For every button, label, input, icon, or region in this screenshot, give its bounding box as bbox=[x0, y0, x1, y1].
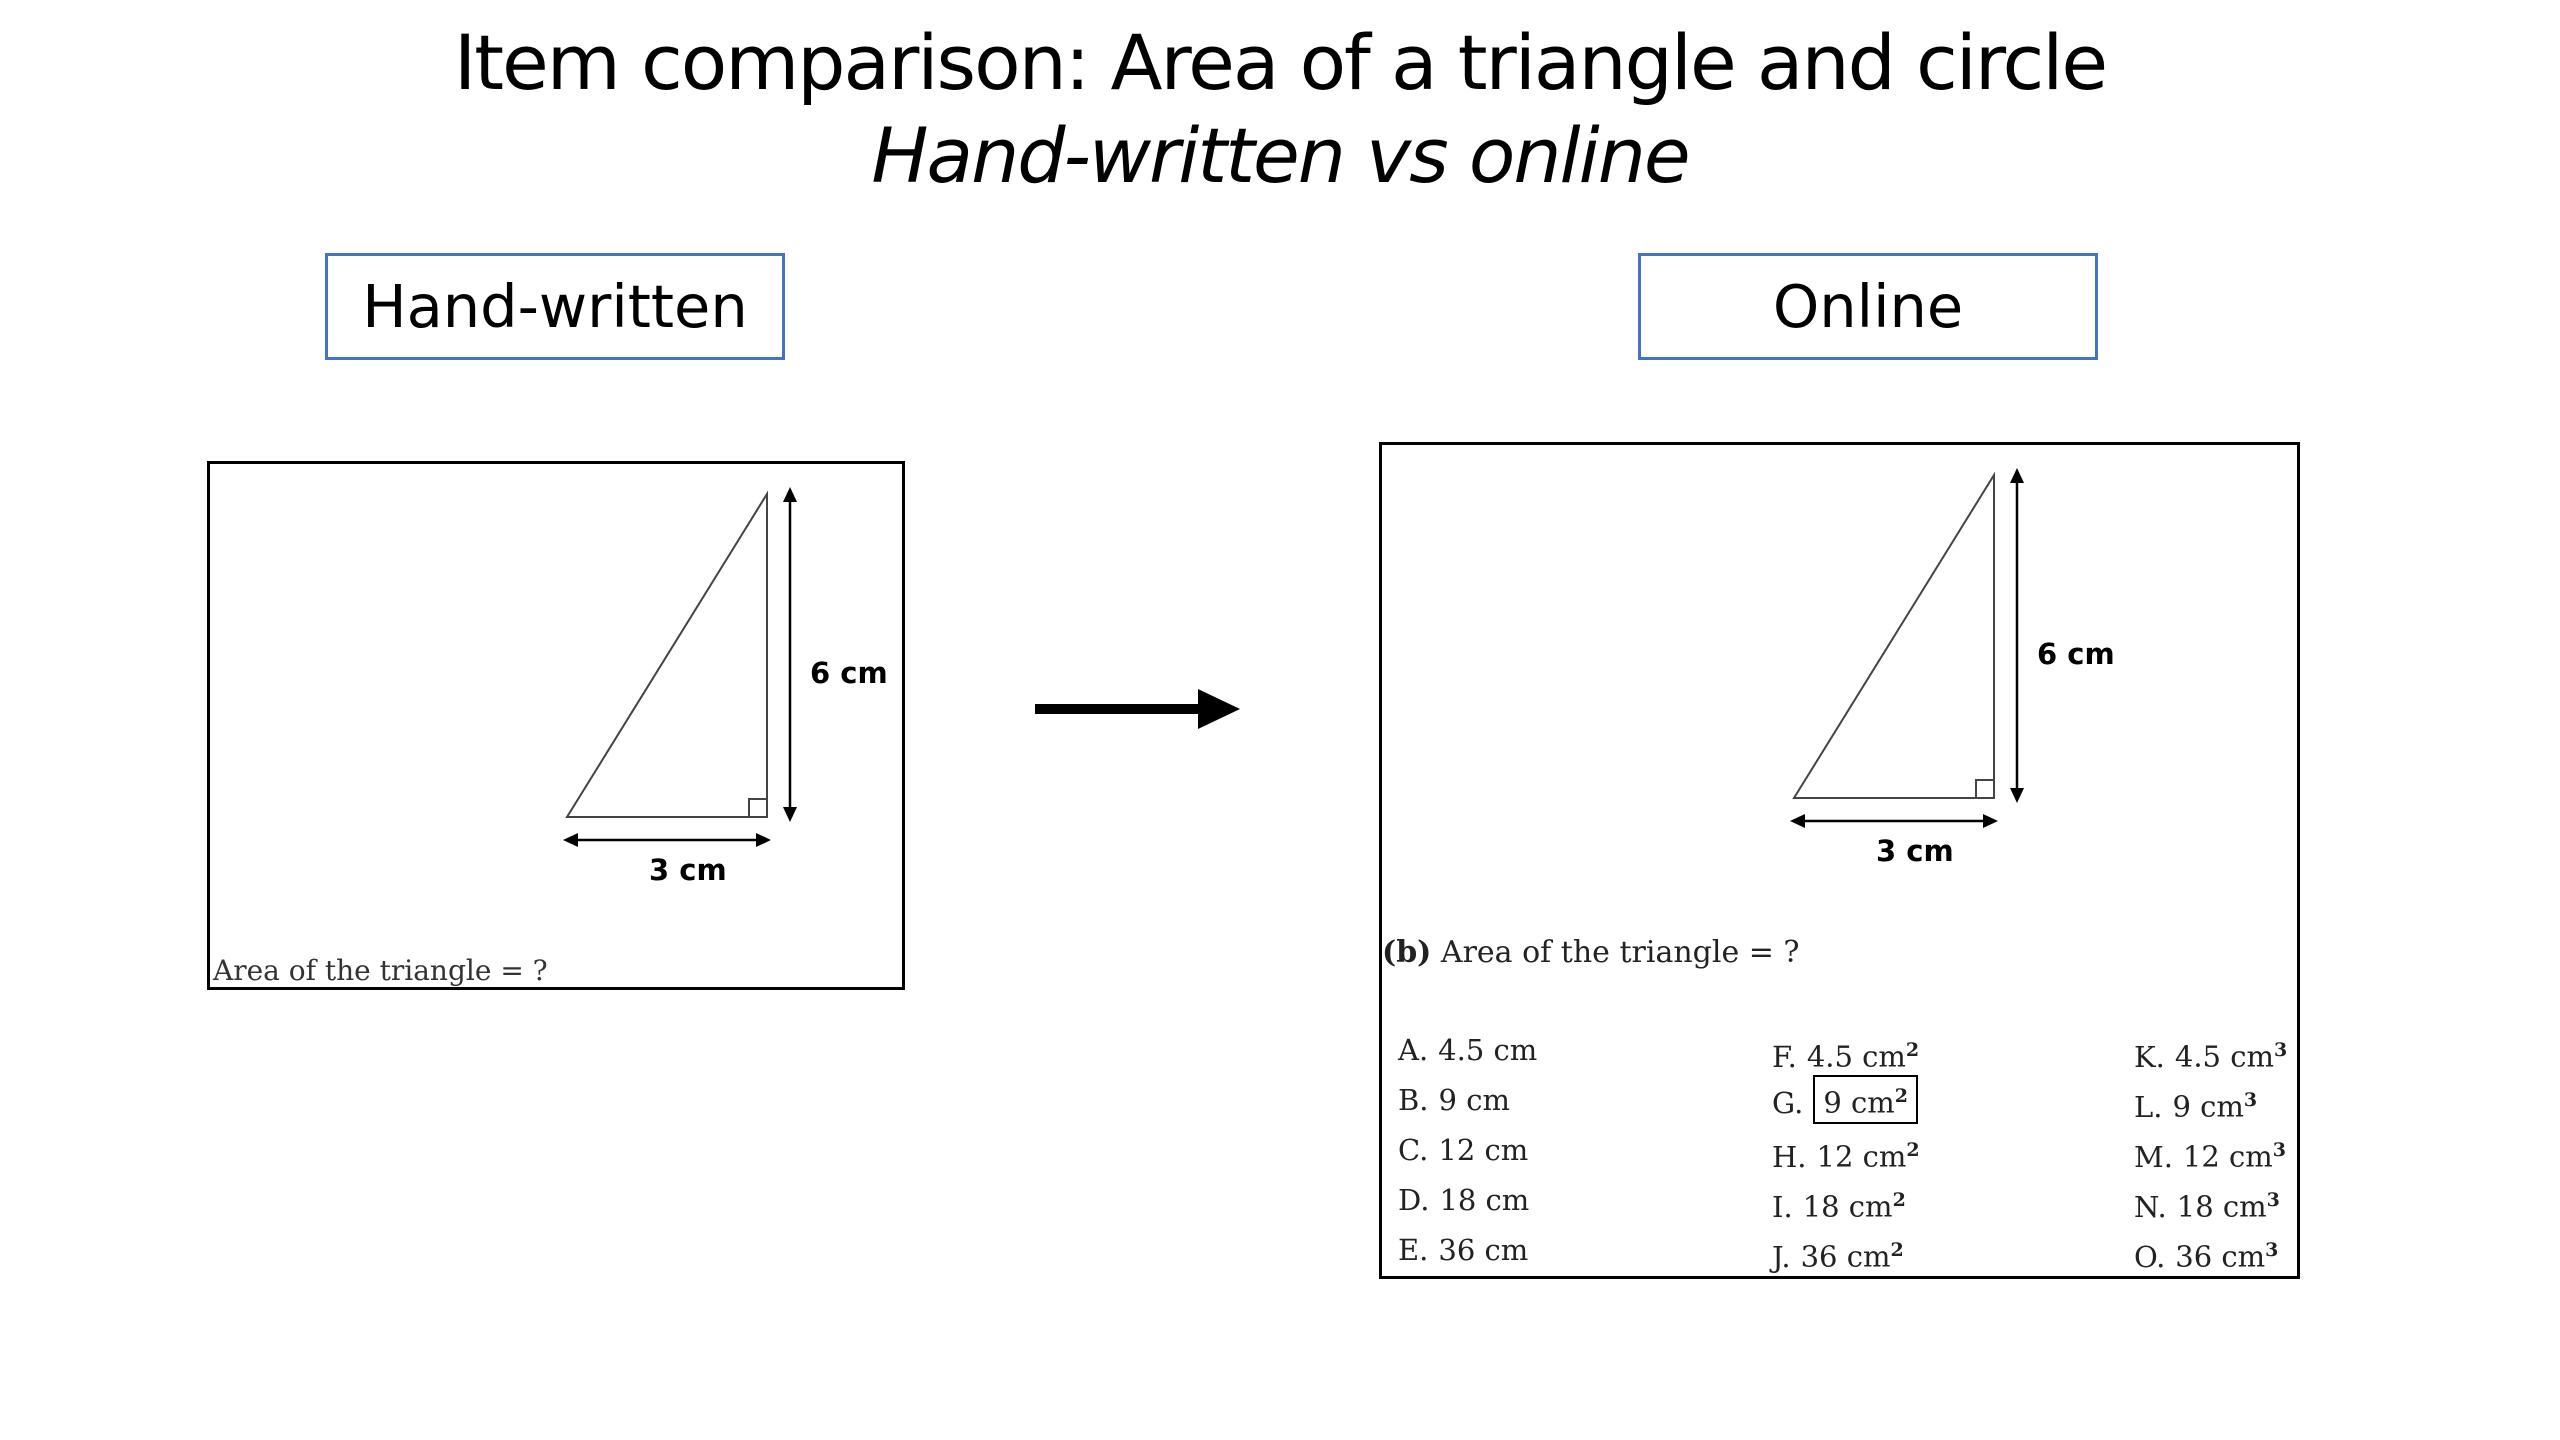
answer-option[interactable] bbox=[1398, 1175, 1537, 1225]
option-letter: F. bbox=[1772, 1039, 1797, 1074]
question-body: Area of the triangle = ? bbox=[1440, 935, 1800, 970]
base-label: 3 cm bbox=[649, 853, 727, 887]
option-exponent: 2 bbox=[1890, 1239, 1904, 1261]
height-label: 6 cm bbox=[810, 656, 888, 690]
option-value bbox=[1807, 1025, 1919, 1082]
online-item-panel bbox=[1379, 442, 2300, 1279]
hand-written-item-panel bbox=[207, 461, 905, 990]
base-label: 3 cm bbox=[1876, 834, 1954, 868]
triangle-diagram bbox=[210, 464, 902, 987]
option-exponent: 2 bbox=[1905, 1039, 1920, 1061]
option-letter: L. bbox=[2134, 1089, 2163, 1124]
option-letter: J. bbox=[1772, 1239, 1791, 1274]
option-value-text: 18 cm bbox=[2176, 1189, 2267, 1224]
option-value-text: 4.5 cm bbox=[1806, 1039, 1906, 1074]
answer-option[interactable] bbox=[1772, 1075, 1920, 1125]
base-arrow-left-icon bbox=[563, 833, 578, 847]
option-value-text: 36 cm bbox=[1438, 1233, 1529, 1267]
option-exponent: 2 bbox=[1892, 1189, 1906, 1211]
option-exponent: 3 bbox=[2265, 1239, 2279, 1261]
option-letter: M. bbox=[2134, 1139, 2173, 1174]
option-letter: B. bbox=[1398, 1083, 1429, 1117]
option-letter: N. bbox=[2134, 1189, 2167, 1224]
option-exponent: 3 bbox=[2273, 1039, 2288, 1061]
option-value-text: 18 cm bbox=[1439, 1183, 1530, 1217]
option-value bbox=[2172, 1075, 2257, 1132]
right-triangle bbox=[567, 494, 767, 817]
answer-option[interactable] bbox=[1398, 1125, 1537, 1175]
online-label: Online bbox=[1638, 253, 2098, 360]
option-value bbox=[1438, 1125, 1528, 1175]
option-value-text: 9 cm bbox=[1438, 1083, 1510, 1117]
answer-option[interactable] bbox=[2134, 1075, 2287, 1125]
hand-written-label: Hand-written bbox=[325, 253, 785, 360]
answer-option[interactable] bbox=[1398, 1025, 1537, 1075]
answer-option[interactable] bbox=[2134, 1125, 2287, 1175]
height-label: 6 cm bbox=[2037, 637, 2115, 671]
answer-option[interactable] bbox=[2134, 1025, 2287, 1075]
option-letter: C. bbox=[1398, 1133, 1429, 1167]
options-column-1 bbox=[1398, 1025, 1537, 1275]
option-value-text: 18 cm bbox=[1802, 1189, 1893, 1224]
answer-option[interactable] bbox=[2134, 1225, 2287, 1275]
option-letter: D. bbox=[1398, 1183, 1430, 1217]
right-triangle bbox=[1794, 475, 1994, 798]
slide-title: Item comparison: Area of a triangle and circle bbox=[453, 18, 2107, 107]
answer-option[interactable] bbox=[1772, 1025, 1920, 1075]
answer-option[interactable] bbox=[1398, 1075, 1537, 1125]
option-value bbox=[1439, 1175, 1529, 1225]
base-arrow-right-icon bbox=[756, 833, 771, 847]
answer-option[interactable] bbox=[1398, 1225, 1537, 1275]
option-value-text: 12 cm bbox=[2182, 1139, 2273, 1174]
option-value-text: 4.5 cm bbox=[1438, 1033, 1538, 1067]
question-prefix: (b) bbox=[1382, 935, 1432, 970]
option-value bbox=[1803, 1175, 1906, 1232]
option-value bbox=[1801, 1225, 1904, 1282]
option-letter: I. bbox=[1772, 1189, 1793, 1224]
option-letter: K. bbox=[2134, 1039, 2165, 1074]
option-exponent: 3 bbox=[2266, 1189, 2280, 1211]
option-value bbox=[1817, 1125, 1920, 1182]
height-arrow-up-icon bbox=[783, 487, 797, 502]
option-value bbox=[1438, 1225, 1528, 1275]
options-column-3 bbox=[2134, 1025, 2287, 1275]
option-value-text: 9 cm bbox=[1823, 1085, 1895, 1120]
option-exponent: 2 bbox=[1894, 1085, 1909, 1107]
base-arrow-left-icon bbox=[1790, 814, 1805, 828]
option-letter: A. bbox=[1398, 1033, 1429, 1067]
option-value-text: 9 cm bbox=[2172, 1089, 2244, 1124]
options-column-2 bbox=[1772, 1025, 1920, 1275]
option-letter: E. bbox=[1398, 1233, 1429, 1267]
option-value bbox=[2183, 1125, 2286, 1182]
option-value-text: 4.5 cm bbox=[2174, 1039, 2274, 1074]
option-exponent: 3 bbox=[2272, 1139, 2287, 1161]
option-exponent: 3 bbox=[2243, 1089, 2258, 1111]
option-exponent: 2 bbox=[1906, 1139, 1920, 1161]
height-arrow-down-icon bbox=[783, 807, 797, 822]
answer-option[interactable] bbox=[1772, 1225, 1920, 1275]
option-value bbox=[2175, 1025, 2287, 1082]
option-value bbox=[2175, 1225, 2278, 1282]
height-arrow-down-icon bbox=[2010, 788, 2024, 803]
option-letter: G. bbox=[1772, 1085, 1804, 1120]
option-value bbox=[1438, 1025, 1537, 1075]
height-arrow-up-icon bbox=[2010, 468, 2024, 483]
option-value bbox=[1439, 1075, 1510, 1125]
right-angle-marker bbox=[749, 799, 767, 817]
slide-subtitle: Hand-written vs online bbox=[871, 111, 1689, 200]
selected-option-value bbox=[1813, 1075, 1918, 1124]
answer-option[interactable] bbox=[1772, 1125, 1920, 1175]
question-text bbox=[1382, 935, 1800, 970]
option-value-text: 12 cm bbox=[1816, 1139, 1907, 1174]
option-value-text: 36 cm bbox=[2175, 1239, 2266, 1274]
answer-option[interactable] bbox=[1772, 1175, 1920, 1225]
right-angle-marker bbox=[1976, 780, 1994, 798]
option-value bbox=[2177, 1175, 2280, 1232]
option-letter: O. bbox=[2134, 1239, 2166, 1274]
right-arrow-icon bbox=[1035, 684, 1245, 734]
option-value-text: 12 cm bbox=[1438, 1133, 1529, 1167]
base-arrow-right-icon bbox=[1983, 814, 1998, 828]
answer-option[interactable] bbox=[2134, 1175, 2287, 1225]
option-value-text: 36 cm bbox=[1800, 1239, 1891, 1274]
option-letter: H. bbox=[1772, 1139, 1807, 1174]
question-text: Area of the triangle = ? bbox=[213, 954, 548, 987]
